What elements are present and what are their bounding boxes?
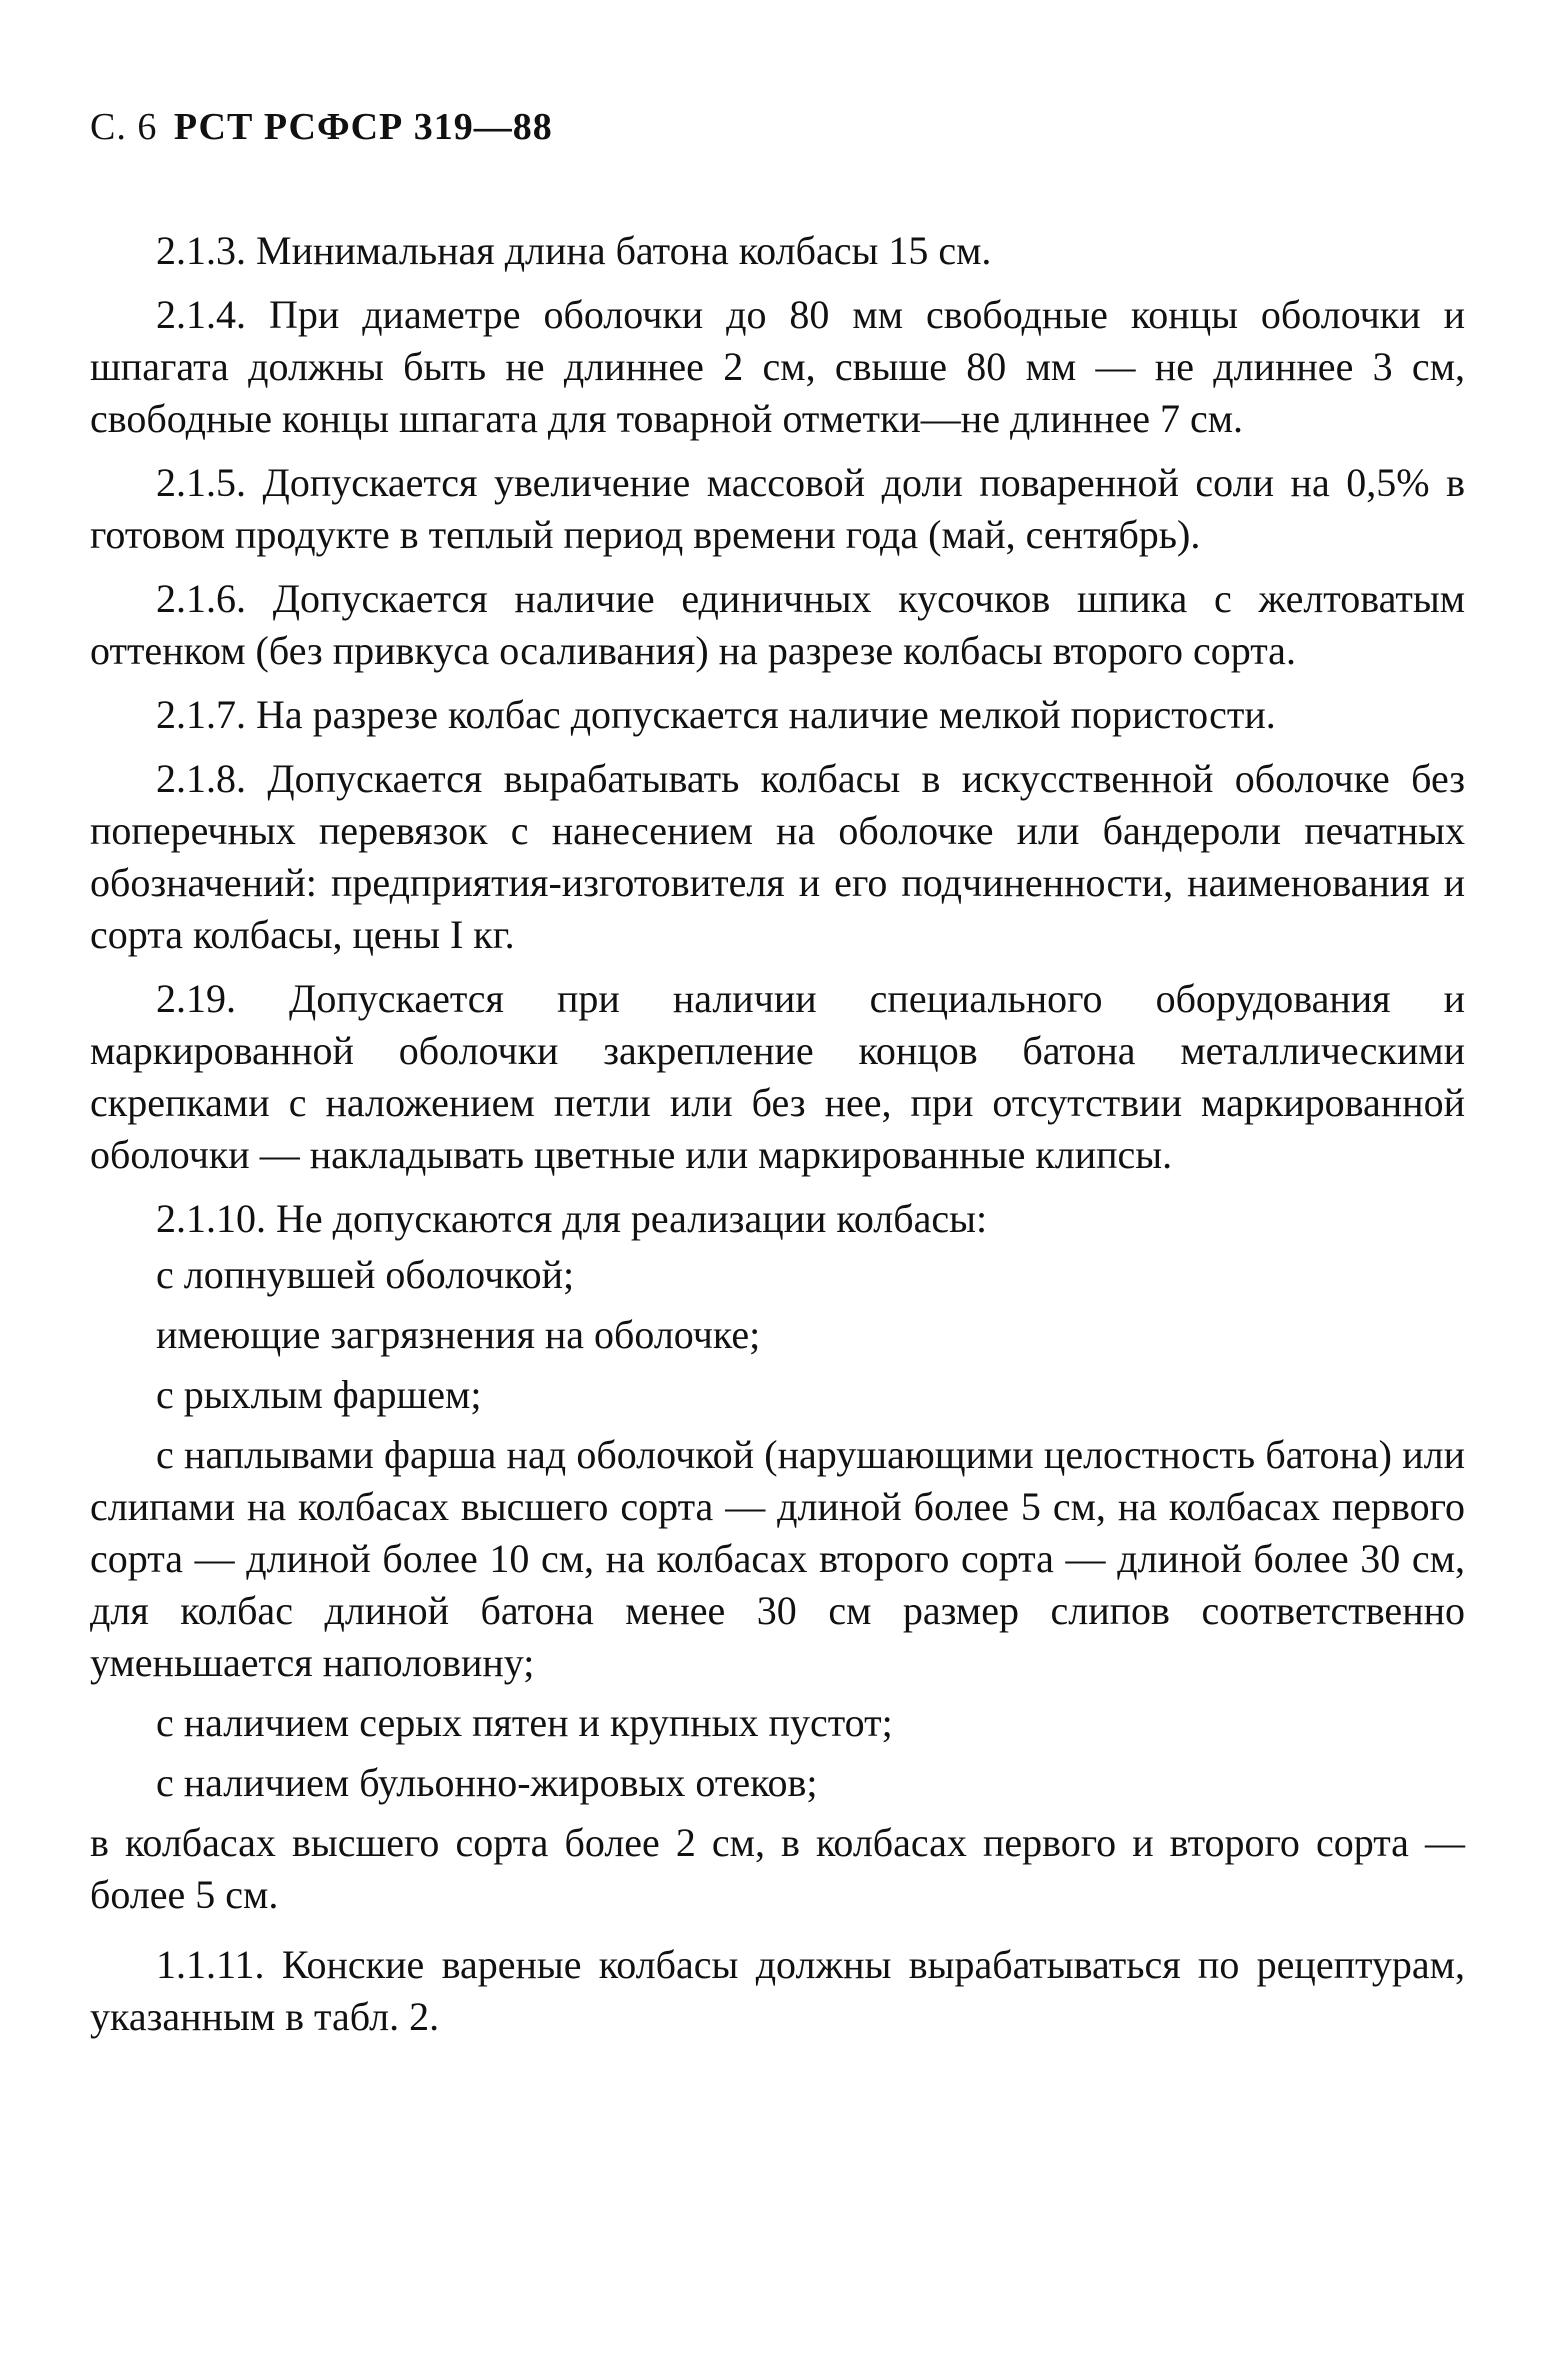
list-item: имеющие загрязнения на оболочке; bbox=[156, 1312, 761, 1357]
clause-2-1-6: 2.1.6. Допускается наличие единичных кусочков шпика с желтоватым оттенком (без привкуса осаливания) на разрезе колбасы второго сорта. bbox=[90, 576, 1465, 673]
list-item: в колбасах высшего сорта более 2 см, в колбасах первого и второго сорта — более 5 см. bbox=[90, 1820, 1465, 1917]
clause-2-1-3: 2.1.3. Минимальная длина батона колбасы 15 см. bbox=[156, 228, 992, 273]
page-header bbox=[90, 105, 1465, 149]
clause-2-1-8: 2.1.8. Допускается вырабатывать колбасы в искусственной оболочке без поперечных перевязок с нанесением на оболочке или бандероли печатных обозначений: предприятия-изготовителя и его подчиненности, наименования и сорта колбасы, цены I кг. bbox=[90, 756, 1465, 957]
list-item: с наличием бульонно-жировых отеков; bbox=[156, 1760, 818, 1805]
page-number: С. 6 bbox=[90, 106, 158, 148]
clause-2-1-4: 2.1.4. При диаметре оболочки до 80 мм свободные концы оболочки и шпагата должны быть не длиннее 2 см, свыше 80 мм — не длиннее 3 см, свободные концы шпагата для товарной отметки—не длиннее 7 см. bbox=[90, 292, 1465, 441]
list-item: с наплывами фарша над оболочкой (нарушающими целостность батона) или слипами на колбасах высшего сорта — длиной более 5 см, на колбасах первого сорта — длиной более 10 см, на колбасах второго сорта — длиной более 30 см, для колбас длиной батона менее 30 см размер слипов соответственно уменьшается наполовину; bbox=[90, 1432, 1465, 1685]
document-page bbox=[90, 105, 1465, 2055]
clause-2-1-10: 2.1.10. Не допускаются для реализации колбасы: bbox=[156, 1196, 988, 1241]
list-item: с наличием серых пятен и крупных пустот; bbox=[156, 1700, 893, 1745]
clause-1-1-11: 1.1.11. Конские вареные колбасы должны вырабатываться по рецептурам, указанным в табл. 2. bbox=[90, 1942, 1465, 2039]
clause-2-1-7: 2.1.7. На разрезе колбас допускается наличие мелкой пористости. bbox=[156, 692, 1276, 737]
clause-2-1-5: 2.1.5. Допускается увеличение массовой доли поваренной соли на 0,5% в готовом продукте в теплый период времени года (май, сентябрь). bbox=[90, 460, 1465, 557]
clause-2-1-9: 2.19. Допускается при наличии специального оборудования и маркированной оболочки закрепление концов батона металлическими скрепками с наложением петли или без нее, при отсутствии маркированной оболочки — накладывать цветные или маркированные клипсы. bbox=[90, 976, 1465, 1177]
list-item: с лопнувшей оболочкой; bbox=[156, 1252, 575, 1297]
standard-designation: РСТ РСФСР 319—88 bbox=[173, 106, 553, 148]
list-item: с рыхлым фаршем; bbox=[156, 1372, 482, 1417]
